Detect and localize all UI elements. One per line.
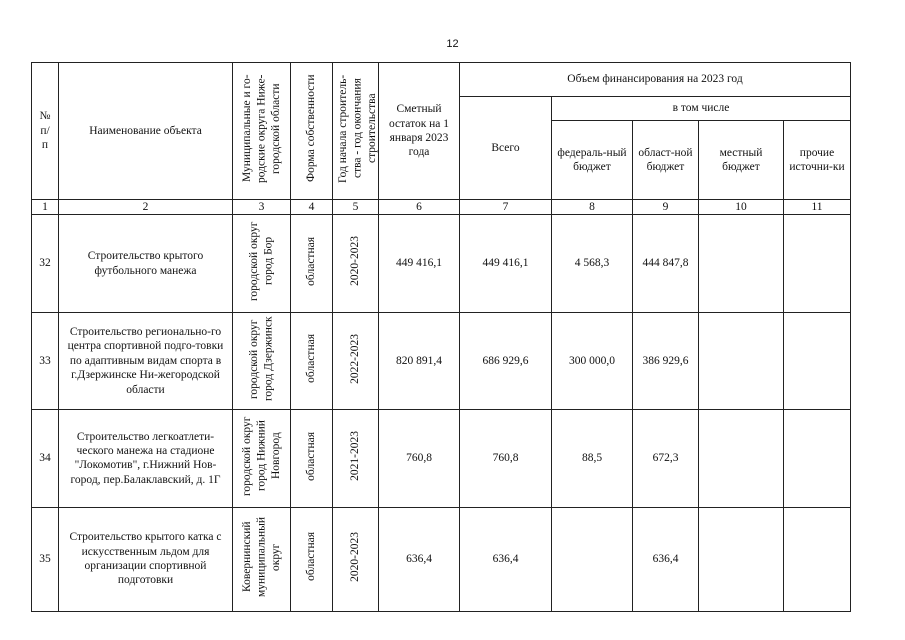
total-cell: 686 929,6	[460, 312, 552, 409]
row-number: 32	[32, 215, 59, 312]
header-name: Наименование объекта	[59, 63, 233, 200]
header-including: в том числе	[552, 97, 851, 121]
header-federal: федераль-ный бюджет	[552, 121, 633, 200]
estimate-cell: 760,8	[379, 410, 460, 507]
regional-cell: 444 847,8	[633, 215, 699, 312]
municipality-cell: городской округ город Дзержинск	[233, 312, 291, 409]
row-number: 34	[32, 410, 59, 507]
ownership-cell: областная	[291, 215, 333, 312]
regional-cell: 672,3	[633, 410, 699, 507]
other-cell	[784, 410, 851, 507]
years-cell: 2020-2023	[333, 507, 379, 611]
years-cell: 2022-2023	[333, 312, 379, 409]
column-number: 11	[784, 200, 851, 215]
column-number: 7	[460, 200, 552, 215]
column-number: 4	[291, 200, 333, 215]
regional-cell: 636,4	[633, 507, 699, 611]
local-cell	[699, 312, 784, 409]
header-ownership: Форма собственности	[291, 63, 333, 200]
total-cell: 760,8	[460, 410, 552, 507]
column-number: 2	[59, 200, 233, 215]
column-number-row	[32, 200, 851, 215]
column-number: 3	[233, 200, 291, 215]
column-number: 9	[633, 200, 699, 215]
regional-cell: 386 929,6	[633, 312, 699, 409]
ownership-cell: областная	[291, 312, 333, 409]
row-number: 35	[32, 507, 59, 611]
header-local: местный бюджет	[699, 121, 784, 200]
object-name: Строительство крытого катка с искусственным льдом для организации спортивной подготовки	[59, 507, 233, 611]
municipality-cell: Ковернинский муниципальный округ	[233, 507, 291, 611]
total-cell: 636,4	[460, 507, 552, 611]
table-row	[32, 215, 851, 312]
column-number: 5	[333, 200, 379, 215]
column-number: 1	[32, 200, 59, 215]
header-regional: област-ной бюджет	[633, 121, 699, 200]
column-number: 8	[552, 200, 633, 215]
federal-cell: 88,5	[552, 410, 633, 507]
federal-cell	[552, 507, 633, 611]
header-municipality: Муниципальные и го-родские округа Ниже-городской области	[233, 63, 291, 200]
municipality-cell: городской округ город Нижний Новгород	[233, 410, 291, 507]
header-years: Год начала строитель-ства - год окончания строительства	[333, 63, 379, 200]
federal-cell: 300 000,0	[552, 312, 633, 409]
table-row	[32, 312, 851, 409]
local-cell	[699, 507, 784, 611]
header-estimate: Сметный остаток на 1 января 2023 года	[379, 63, 460, 200]
financing-table	[31, 62, 851, 612]
header-row-1	[32, 63, 851, 97]
table-row	[32, 507, 851, 611]
estimate-cell: 820 891,4	[379, 312, 460, 409]
object-name: Строительство крытого футбольного манежа	[59, 215, 233, 312]
local-cell	[699, 410, 784, 507]
ownership-cell: областная	[291, 507, 333, 611]
other-cell	[784, 312, 851, 409]
column-number: 6	[379, 200, 460, 215]
object-name: Строительство регионально-го центра спортивной подго-товки по адаптивным видам спорта в г.Дзержинске Ни-жегородской области	[59, 312, 233, 409]
federal-cell: 4 568,3	[552, 215, 633, 312]
other-cell	[784, 215, 851, 312]
header-total: Всего	[460, 97, 552, 200]
other-cell	[784, 507, 851, 611]
header-other: прочие источни-ки	[784, 121, 851, 200]
years-cell: 2021-2023	[333, 410, 379, 507]
municipality-cell: городской округ город Бор	[233, 215, 291, 312]
object-name: Строительство легкоатлети-ческого манежа на стадионе "Локомотив", г.Нижний Нов-город, пер.Балаклавский, д. 1Г	[59, 410, 233, 507]
column-number: 10	[699, 200, 784, 215]
ownership-cell: областная	[291, 410, 333, 507]
row-number: 33	[32, 312, 59, 409]
header-financing: Объем финансирования на 2023 год	[460, 63, 851, 97]
estimate-cell: 636,4	[379, 507, 460, 611]
page-number: 12	[446, 38, 459, 50]
years-cell: 2020-2023	[333, 215, 379, 312]
total-cell: 449 416,1	[460, 215, 552, 312]
local-cell	[699, 215, 784, 312]
header-num: № п/ п	[32, 63, 59, 200]
estimate-cell: 449 416,1	[379, 215, 460, 312]
table-row	[32, 410, 851, 507]
